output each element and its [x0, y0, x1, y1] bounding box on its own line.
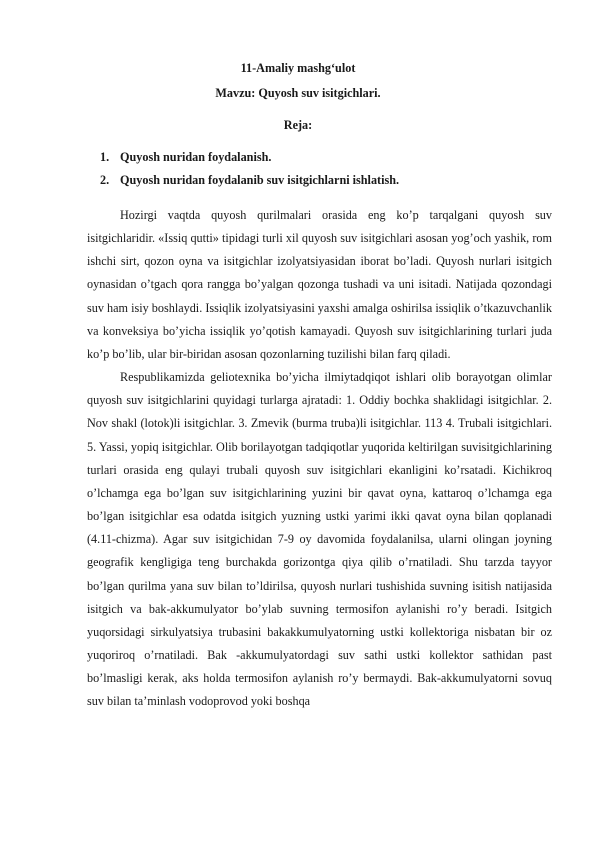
plan-item-text: Quyosh nuridan foydalanib suv isitgichlarni ishlatish. — [120, 173, 400, 187]
plan-item-number: 2. — [100, 173, 110, 187]
plan-item-number: 1. — [100, 150, 110, 164]
paragraph: Hozirgi vaqtda quyosh qurilmalari orasida eng ko’p tarqalgani quyosh suv isitgichlaridir. «Issiq qutti» tipidagi turli xil quyosh suv isitgichlari asosan yog’och yashik, rom ishchi sirt, qozon oyna va isitgichlar izolyatsiyasidan iborat bo’ladi. Quyosh nurlari isitgich oynasidan o’tgach qora rangga bo’yalgan qozonga tushadi va uni isitadi. Natijada qozondagi suv ham isiy boshlaydi. Issiqlik izolyatsiyasini yaxshi amalga oshirilsa issiqlik o’tkazuvchanlik va konveksiya bo’yicha issiqlik yo’qotish kamayadi. Quyosh suv isitgichlarining turlari juda ko’p bo’lib, ular bir-biridan asosan qozonlarning tuzilishi bilan farq qiladi. — [87, 208, 552, 361]
plan-list — [100, 146, 399, 192]
plan-item-text: Quyosh nuridan foydalanish. — [120, 150, 272, 164]
plan-heading: Reja: — [283, 118, 313, 132]
paragraph: Respublikamizda geliotexnika bo’yicha ilmiytadqiqot ishlari olib borayotgan olimlar quyosh suv isitgichlarini quyidagi turlarga ajratadi: 1. Oddiy bochka shaklidagi isitgichlar. 2. Nov shakl (lotok)li isitgichlar. 3. Zmevik (burma truba)li isitgichlar. 113 4. Trubali isitgichlari. 5. Yassi, yopiq isitgichlar. Olib borilayotgan tadqiqotlar yuqorida keltirilgan suvisitgichlarining turlari orasida eng qulayi trubali quyosh suv isitgichlari ekanligini ko’rsatadi. Kichikroq o’lchamga ega bo’lgan suv isitgichlarining yuzini bir qavat oyna, kattaroq o’lchamga ega bo’lgan isitgichlar esa odatda isitgich yuzning ustki yarimi ikki qavat oyna bilan qoplanadi (4.11-chizma). Agar suv isitgichidan 7-9 oy davomida foydalanilsa, ularni olingan joyning geografik kengligiga teng burchakda gorizontga qiya qilib o’rnatiladi. Shu tarzda tayyor bo’lgan qurilma yana suv bilan to’ldirilsa, quyosh nurlari tushishida suvning isitish natijasida isitgich va bak-akkumulyator bo’ylab suvning termosifon aylanishi ro’y beradi. Isitgich yuqorsidagi sirkulyatsiya trubasini bakakkumulyatorning ustki kollektoriga nisbatan bir oz yuqoriroq o’rnatiladi. Bak -akkumulyatordagi suv sathi ustki kollektor sathidan past bo’lmasligi kerak, aks holda termosifon aylanish ro’y bermaydi. Bak-akkumulyatorni sovuq suv bilan ta’minlash vodoprovod yoki boshqa — [87, 370, 552, 709]
plan-item — [100, 146, 399, 169]
topic-heading: Mavzu: Quyosh suv isitgichlari. — [215, 86, 381, 100]
body-text — [87, 204, 552, 713]
page-title: 11-Amaliy mashg‘ulot — [240, 61, 356, 75]
plan-item — [100, 169, 399, 192]
